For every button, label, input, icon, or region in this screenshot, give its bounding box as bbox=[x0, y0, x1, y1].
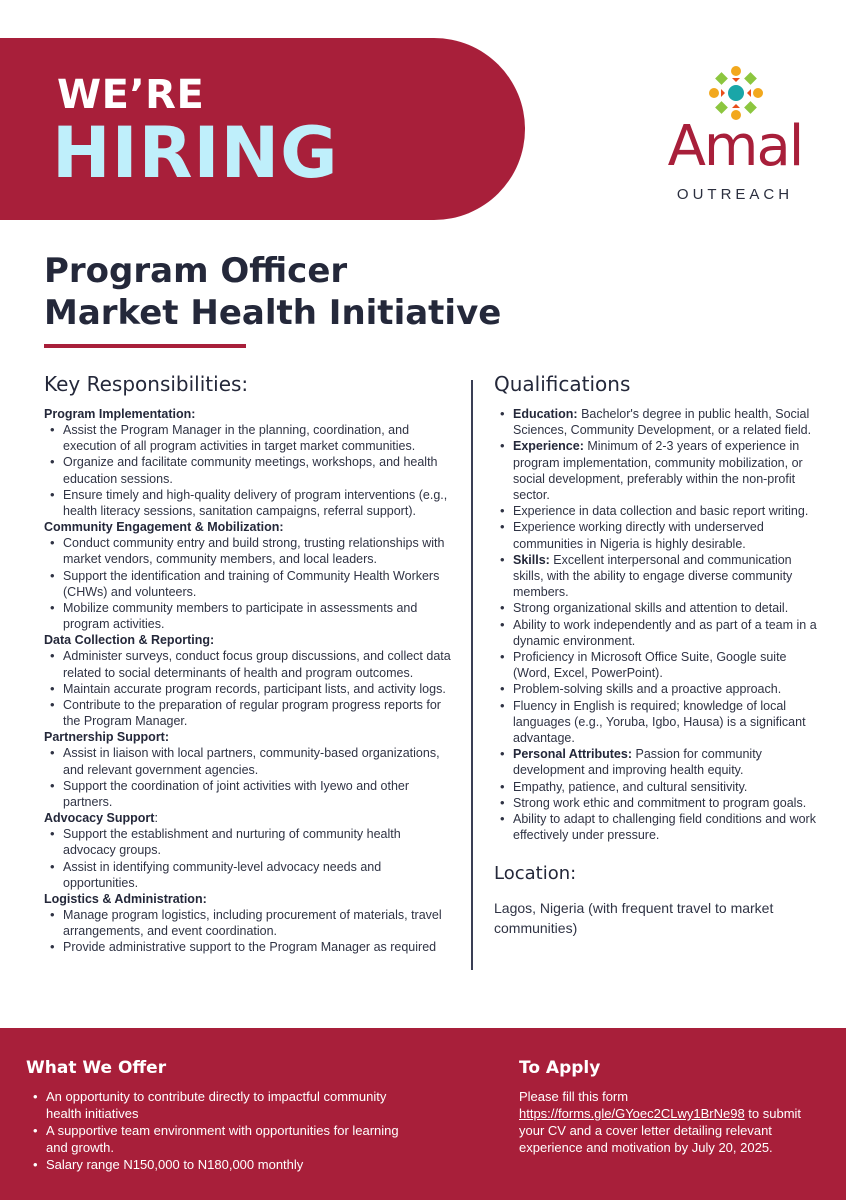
qualification-item bbox=[494, 503, 824, 519]
footer-panel bbox=[0, 1028, 846, 1200]
offer-item: • An opportunity to contribute directly to impactful community health initiatives bbox=[26, 1088, 406, 1122]
qualification-text: Experience working directly with underserved communities in Nigeria is highly desirable. bbox=[513, 520, 764, 551]
responsibility-item: • Support the coordination of joint activities with Iyewo and other partners. bbox=[44, 778, 456, 810]
qualification-text: Strong organizational skills and attention to detail. bbox=[513, 601, 789, 616]
apply-text-after: to submit your CV and a cover letter detailing relevant experience and motivation by July 20, 2025. bbox=[519, 1106, 802, 1155]
title-underline bbox=[44, 344, 246, 348]
section-title-text: Data Collection & Reporting: bbox=[44, 633, 215, 648]
job-title-line-2: Market Health Initiative bbox=[44, 293, 502, 333]
location-heading: Location: bbox=[494, 863, 577, 885]
qualification-item bbox=[494, 698, 824, 747]
responsibility-list bbox=[44, 907, 456, 956]
responsibility-section-title bbox=[44, 632, 456, 648]
offer-list bbox=[26, 1088, 406, 1173]
responsibility-item: • Conduct community entry and build strong, trusting relationships with market vendors, community members, and local leaders. bbox=[44, 535, 456, 567]
qualification-text: Passion for community development and improving health equity. bbox=[513, 747, 762, 778]
qualification-item bbox=[494, 649, 824, 681]
application-form-link[interactable]: https://forms.gle/GYoec2CLwy1BrNe98 bbox=[519, 1106, 745, 1121]
qualification-text: Minimum of 2-3 years of experience in program implementation, community mobilization, or social development, preferably within the non-profit sector. bbox=[513, 439, 803, 503]
section-title-text: Logistics & Administration: bbox=[44, 892, 207, 907]
responsibility-item: • Mobilize community members to participate in assessments and program activities. bbox=[44, 600, 456, 632]
what-we-offer-heading: What We Offer bbox=[26, 1058, 167, 1078]
responsibility-item: • Maintain accurate program records, participant lists, and activity logs. bbox=[44, 681, 456, 697]
to-apply-text bbox=[519, 1088, 819, 1156]
responsibility-item: • Assist in identifying community-level advocacy needs and opportunities. bbox=[44, 859, 456, 891]
qualifications-column bbox=[494, 372, 824, 938]
qualification-item bbox=[494, 779, 824, 795]
responsibility-item: • Organize and facilitate community meetings, workshops, and health education sessions. bbox=[44, 454, 456, 486]
qualification-text: Bachelor's degree in public health, Social Sciences, Community Development, or a related field. bbox=[513, 407, 812, 438]
location-text: Lagos, Nigeria (with frequent travel to market communities) bbox=[494, 900, 774, 937]
responsibility-item: • Assist in liaison with local partners, community-based organizations, and relevant government agencies. bbox=[44, 745, 456, 777]
qualifications-list bbox=[494, 406, 824, 843]
qualification-text: Ability to adapt to challenging field conditions and work effectively under pressure. bbox=[513, 812, 816, 843]
qualification-item bbox=[494, 552, 824, 601]
offer-item: • A supportive team environment with opportunities for learning and growth. bbox=[26, 1122, 406, 1156]
to-apply-heading: To Apply bbox=[519, 1058, 601, 1078]
qualification-item bbox=[494, 746, 824, 778]
hero-hiring-text: HIRING bbox=[52, 112, 339, 194]
responsibility-section-title bbox=[44, 810, 456, 826]
qualification-item bbox=[494, 617, 824, 649]
responsibility-list bbox=[44, 648, 456, 729]
qualification-item bbox=[494, 811, 824, 843]
logo-wordmark: Amal bbox=[667, 114, 803, 179]
responsibilities-sections bbox=[44, 406, 456, 956]
responsibility-list bbox=[44, 535, 456, 632]
qualification-item bbox=[494, 438, 824, 503]
responsibility-item: • Assist the Program Manager in the planning, coordination, and execution of all program activities in target market communities. bbox=[44, 422, 456, 454]
section-title-text: Program Implementation: bbox=[44, 407, 196, 421]
qualification-item bbox=[494, 406, 824, 438]
job-title-line-1: Program Officer bbox=[44, 251, 348, 291]
responsibility-list bbox=[44, 745, 456, 810]
responsibility-item: • Contribute to the preparation of regular program progress reports for the Program Manager. bbox=[44, 697, 456, 729]
responsibilities-heading: Key Responsibilities: bbox=[44, 372, 249, 396]
section-title-text: Partnership Support: bbox=[44, 730, 170, 745]
column-divider bbox=[471, 380, 473, 970]
qualification-text: Fluency in English is required; knowledge of local languages (e.g., Yoruba, Igbo, Hausa) is a significant advantage. bbox=[513, 698, 806, 746]
qualification-text: Empathy, patience, and cultural sensitivity. bbox=[513, 779, 748, 794]
section-title-text: Advocacy Support bbox=[44, 811, 155, 826]
qualification-text: Proficiency in Microsoft Office Suite, Google suite (Word, Excel, PowerPoint). bbox=[513, 650, 787, 681]
responsibility-section-title bbox=[44, 519, 456, 535]
responsibility-section-title bbox=[44, 891, 456, 907]
qualification-label: Education: bbox=[513, 407, 578, 421]
qualification-text: Strong work ethic and commitment to program goals. bbox=[513, 795, 807, 810]
qualification-text: Problem-solving skills and a proactive approach. bbox=[513, 682, 782, 697]
qualification-label: Personal Attributes: bbox=[513, 747, 633, 762]
responsibility-list bbox=[44, 826, 456, 891]
qualification-label: Skills: bbox=[513, 552, 550, 567]
qualification-item bbox=[494, 795, 824, 811]
job-title bbox=[44, 250, 501, 334]
qualifications-heading: Qualifications bbox=[494, 372, 631, 396]
what-we-offer-section bbox=[26, 1058, 406, 1173]
section-title-text: Community Engagement & Mobilization: bbox=[44, 520, 284, 535]
logo-subtitle: OUTREACH bbox=[676, 186, 794, 203]
offer-item: • Salary range N150,000 to N180,000 monthly bbox=[26, 1156, 406, 1173]
responsibility-item: • Support the identification and training of Community Health Workers (CHWs) and volunteers. bbox=[44, 568, 456, 600]
qualification-text: Experience in data collection and basic report writing. bbox=[513, 504, 809, 519]
responsibility-item: • Provide administrative support to the Program Manager as required bbox=[44, 939, 456, 955]
qualification-item bbox=[494, 600, 824, 616]
qualification-text: Excellent interpersonal and communication skills, with the ability to engage diverse community members. bbox=[513, 552, 793, 600]
responsibility-list bbox=[44, 422, 456, 519]
responsibility-item: • Manage program logistics, including procurement of materials, travel arrangements, and event coordination. bbox=[44, 907, 456, 939]
hero-were-text: WE’RE bbox=[57, 72, 205, 118]
qualification-label: Experience: bbox=[513, 439, 584, 454]
qualification-item bbox=[494, 519, 824, 551]
qualification-item bbox=[494, 681, 824, 697]
responsibility-section-title bbox=[44, 406, 456, 422]
responsibility-section-title bbox=[44, 729, 456, 745]
apply-text-before: Please fill this form bbox=[519, 1089, 629, 1104]
responsibility-item: • Support the establishment and nurturing of community health advocacy groups. bbox=[44, 826, 456, 858]
section-title-suffix: : bbox=[154, 811, 158, 826]
qualification-text: Ability to work independently and as part of a team in a dynamic environment. bbox=[513, 617, 817, 648]
to-apply-section bbox=[519, 1058, 819, 1156]
responsibility-item: • Administer surveys, conduct focus group discussions, and collect data related to social determinants of health and program outcomes. bbox=[44, 648, 456, 680]
responsibility-item: • Ensure timely and high-quality delivery of program interventions (e.g., health literacy sessions, sanitation campaigns, referral support). bbox=[44, 487, 456, 519]
responsibilities-column bbox=[44, 372, 456, 956]
amal-outreach-logo bbox=[660, 62, 810, 212]
